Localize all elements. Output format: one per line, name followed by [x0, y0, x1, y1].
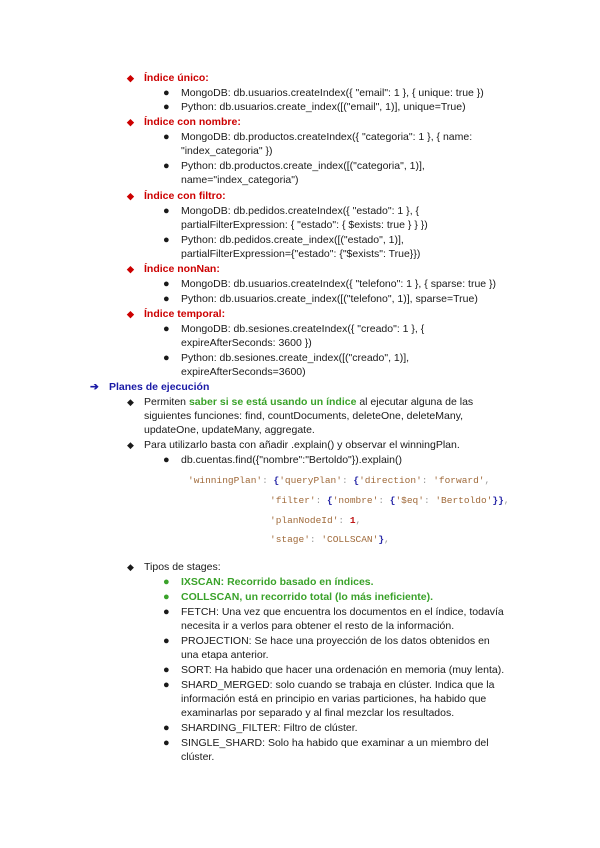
bullet-icon: ●: [163, 87, 170, 99]
code-line: MongoDB: db.sesiones.createIndex({ "creado": 1 }, {: [181, 323, 425, 335]
code-line: db.cuentas.find({"nombre":"Bertoldo"}).explain(): [181, 454, 402, 466]
bullet-icon: ●: [163, 160, 170, 172]
code-line: Python: db.usuarios.create_index([("email", 1)], unique=True): [181, 101, 466, 113]
code-snippet-line: 'filter': {'nombre': {'$eq': 'Bertoldo'}},: [270, 495, 510, 506]
bullet-icon: ●: [163, 323, 170, 335]
code-snippet-line: 'planNodeId': 1,: [270, 515, 362, 526]
bullet-icon: ●: [163, 205, 170, 217]
code-line: name="index_categoria"): [181, 174, 299, 186]
highlight-text: saber si se está usando un índice: [188, 396, 357, 408]
paragraph-line: siguientes funciones: find, countDocuments, deleteOne, deleteMany,: [144, 410, 464, 422]
bullet-icon: ●: [163, 664, 170, 676]
code-line: expireAfterSeconds=3600): [181, 366, 306, 378]
stage-item: SHARD_MERGED: solo cuando se trabaja en clúster. Indica que la: [181, 679, 495, 691]
stage-item: SHARDING_FILTER: Filtro de clúster.: [181, 722, 358, 734]
diamond-bullet-icon: ◆: [127, 117, 134, 127]
code-line: Python: db.pedidos.create_index([("estado", 1)],: [181, 234, 404, 246]
stage-item: clúster.: [181, 751, 215, 763]
code-line: "index_categoria" }): [181, 145, 273, 157]
code-line: MongoDB: db.productos.createIndex({ "categoria": 1 }, { name:: [181, 131, 473, 143]
bullet-icon: ●: [163, 454, 170, 466]
code-line: expireAfterSeconds: 3600 }): [181, 337, 312, 349]
diamond-bullet-icon: ◆: [127, 562, 134, 572]
code-line: Python: db.usuarios.create_index([("telefono", 1)], sparse=True): [181, 293, 478, 305]
diamond-bullet-icon: ◆: [127, 264, 134, 274]
index-heading: Índice con nombre:: [144, 116, 241, 128]
bullet-icon: ●: [163, 635, 170, 647]
index-heading: Índice único:: [144, 72, 209, 84]
code-line: MongoDB: db.usuarios.createIndex({ "telefono": 1 }, { sparse: true }): [181, 278, 497, 290]
diamond-bullet-icon: ◆: [127, 397, 134, 407]
code-line: MongoDB: db.pedidos.createIndex({ "estado": 1 }, {: [181, 205, 420, 217]
bullet-icon: ●: [163, 737, 170, 749]
bullet-icon: ●: [163, 576, 170, 588]
index-heading: Índice nonNan:: [144, 263, 220, 275]
bullet-icon: ●: [163, 131, 170, 143]
stage-item: COLLSCAN, un recorrido total (lo más ineficiente).: [181, 591, 434, 603]
paragraph-line: Para utilizarlo basta con añadir .explain() y observar el winningPlan.: [144, 439, 460, 451]
code-line: partialFilterExpression: { "estado": { $exists: true } } }): [181, 219, 428, 231]
code-line: partialFilterExpression={"estado": {"$exists": True}}): [181, 248, 421, 260]
index-heading: Índice temporal:: [144, 308, 226, 320]
stage-item: SINGLE_SHARD: Solo ha habido que examinar a un miembro del: [181, 737, 489, 749]
bullet-icon: ●: [163, 234, 170, 246]
stage-item: SORT: Ha habido que hacer una ordenación en memoria (muy lenta).: [181, 664, 505, 676]
stage-item: una etapa anterior.: [181, 649, 269, 661]
stage-item: examinarlas por separado y al final mezclar los resultados.: [181, 707, 455, 719]
index-heading: Índice con filtro:: [144, 190, 226, 202]
stage-item: información está en principio en varias particiones, ha habido que: [181, 693, 487, 705]
code-snippet-line: 'winningPlan': {'queryPlan': {'direction': 'forward',: [188, 475, 491, 486]
paragraph-line: Permiten saber si se está usando un índice al ejecutar alguna de las: [144, 396, 474, 408]
section-heading: Planes de ejecución: [109, 381, 210, 393]
bullet-icon: ●: [163, 722, 170, 734]
stage-item: necesita ir a verlos para obtener el resto de la información.: [181, 620, 455, 632]
code-line: MongoDB: db.usuarios.createIndex({ "email": 1 }, { unique: true }): [181, 87, 484, 99]
diamond-bullet-icon: ◆: [127, 191, 134, 201]
stage-item: FETCH: Una vez que encuentra los documentos en el índice, todavía: [181, 606, 504, 618]
diamond-bullet-icon: ◆: [127, 440, 134, 450]
paragraph-line: updateOne, updateMany, aggregate.: [144, 424, 315, 436]
code-snippet-line: 'stage': 'COLLSCAN'},: [270, 534, 390, 545]
bullet-icon: ●: [163, 278, 170, 290]
diamond-bullet-icon: ◆: [127, 73, 134, 83]
bullet-icon: ●: [163, 606, 170, 618]
stage-item: PROJECTION: Se hace una proyección de los datos obtenidos en: [181, 635, 490, 647]
stage-item: IXSCAN: Recorrido basado en índices.: [181, 576, 374, 588]
code-line: Python: db.productos.create_index([("categoria", 1)],: [181, 160, 425, 172]
bullet-icon: ●: [163, 293, 170, 305]
bullet-icon: ●: [163, 352, 170, 364]
paragraph-line: Tipos de stages:: [144, 561, 221, 573]
bullet-icon: ●: [163, 101, 170, 113]
bullet-icon: ●: [163, 679, 170, 691]
bullet-icon: ●: [163, 591, 170, 603]
arrow-right-icon: ➔: [90, 381, 99, 393]
diamond-bullet-icon: ◆: [127, 309, 134, 319]
code-line: Python: db.sesiones.create_index([("creado", 1)],: [181, 352, 410, 364]
